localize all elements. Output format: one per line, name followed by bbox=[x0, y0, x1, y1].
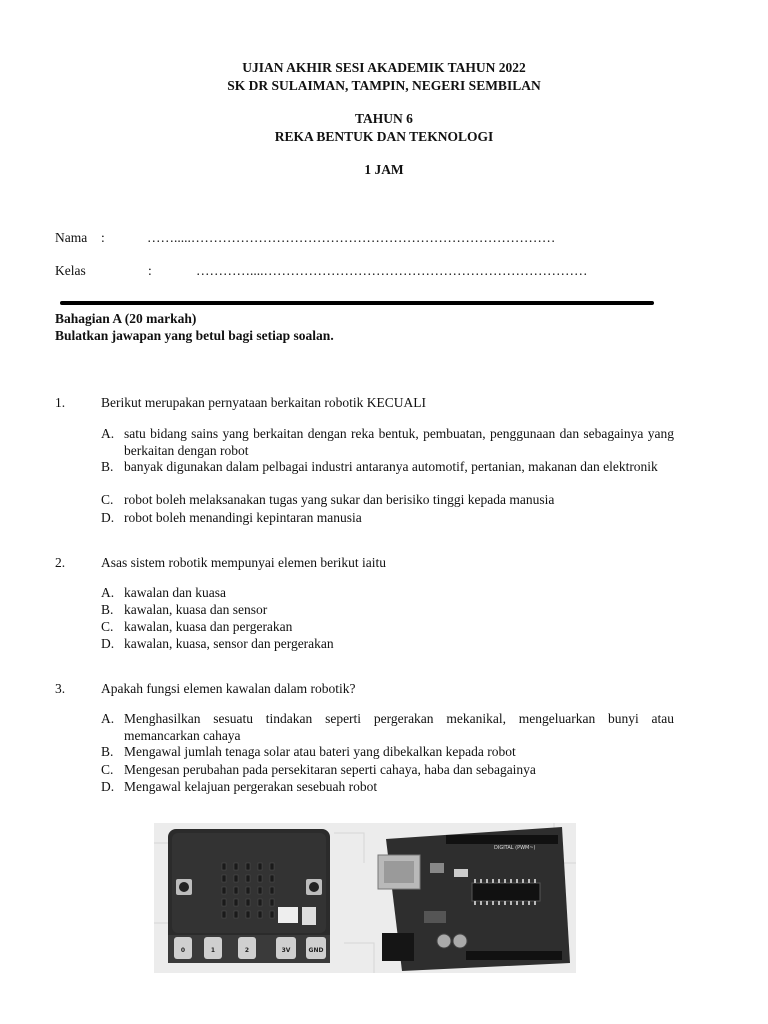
arduino-board-icon bbox=[378, 827, 570, 971]
option-item[interactable] bbox=[101, 492, 674, 509]
option-letter: A. bbox=[101, 711, 115, 726]
option-text: Mengawal jumlah tenaga solar atau bateri yang dibekalkan kepada robot bbox=[124, 744, 516, 759]
year-level: TAHUN 6 bbox=[355, 111, 413, 126]
option-text: kawalan, kuasa, sensor dan pergerakan bbox=[124, 636, 334, 651]
microbit-board-icon bbox=[168, 829, 330, 963]
section-title: Bahagian A (20 markah) bbox=[55, 311, 197, 326]
pin-label: 3V bbox=[281, 947, 291, 954]
option-item[interactable] bbox=[101, 619, 674, 636]
pin-label: GND bbox=[308, 947, 324, 954]
option-text: satu bidang sains yang berkaitan dengan reka bentuk, pembuatan, penggunaan dan sebagainya yang berkaitan dengan robot bbox=[124, 426, 674, 458]
duration: 1 JAM bbox=[364, 162, 404, 177]
question-number: 3. bbox=[55, 681, 66, 696]
option-text: Mengesan perubahan pada persekitaran seperti cahaya, haba dan sebagainya bbox=[124, 762, 536, 777]
option-text: robot boleh melaksanakan tugas yang sukar dan berisiko tinggi kepada manusia bbox=[124, 492, 555, 507]
section-instruction: Bulatkan jawapan yang betul bagi setiap soalan. bbox=[55, 328, 334, 343]
option-item[interactable] bbox=[101, 779, 674, 796]
option-letter: B. bbox=[101, 744, 114, 759]
option-text: kawalan, kuasa dan sensor bbox=[124, 602, 268, 617]
option-text: kawalan dan kuasa bbox=[124, 585, 226, 600]
pin-label: 2 bbox=[244, 947, 250, 954]
option-text: banyak digunakan dalam pelbagai industri antaranya automotif, pertanian, makanan dan elektronik bbox=[124, 459, 658, 474]
pin-label: 0 bbox=[180, 947, 186, 954]
question-text: Asas sistem robotik mempunyai elemen berikut iaitu bbox=[101, 555, 386, 570]
option-text: Menghasilkan sesuatu tindakan seperti pergerakan mekanikal, mengeluarkan bunyi atau memancarkan cahaya bbox=[124, 711, 674, 743]
kelas-field[interactable]: …………....……………………………………………………………… bbox=[196, 263, 588, 278]
option-text: robot boleh menandingi kepintaran manusia bbox=[124, 510, 362, 525]
option-letter: A. bbox=[101, 585, 115, 600]
option-item[interactable] bbox=[101, 459, 674, 476]
school-name: SK DR SULAIMAN, TAMPIN, NEGERI SEMBILAN bbox=[227, 78, 541, 93]
microcontroller-photo bbox=[154, 823, 576, 973]
exam-title: UJIAN AKHIR SESI AKADEMIK TAHUN 2022 bbox=[242, 60, 526, 75]
option-text: Mengawal kelajuan pergerakan sesebuah robot bbox=[124, 779, 378, 794]
option-item[interactable] bbox=[101, 510, 674, 527]
option-letter: D. bbox=[101, 779, 115, 794]
option-item[interactable] bbox=[101, 426, 674, 459]
option-letter: A. bbox=[101, 426, 115, 441]
option-letter: B. bbox=[101, 459, 114, 474]
option-letter: C. bbox=[101, 619, 114, 634]
kelas-colon: : bbox=[148, 263, 152, 278]
option-item[interactable] bbox=[101, 602, 674, 619]
option-letter: C. bbox=[101, 492, 114, 507]
option-letter: D. bbox=[101, 636, 115, 651]
board-label: DIGITAL (PWM~) bbox=[494, 845, 536, 851]
option-letter: B. bbox=[101, 602, 114, 617]
question-number: 2. bbox=[55, 555, 66, 570]
subject-name: REKA BENTUK DAN TEKNOLOGI bbox=[274, 129, 494, 144]
option-item[interactable] bbox=[101, 711, 674, 744]
nama-colon: : bbox=[101, 230, 105, 245]
option-item[interactable] bbox=[101, 762, 674, 779]
nama-label: Nama bbox=[55, 230, 88, 245]
option-letter: C. bbox=[101, 762, 114, 777]
kelas-label: Kelas bbox=[55, 263, 86, 278]
option-item[interactable] bbox=[101, 744, 674, 761]
option-item[interactable] bbox=[101, 585, 674, 602]
pin-label: 1 bbox=[210, 947, 216, 954]
nama-field[interactable]: …….....……………………………………………………………………… bbox=[147, 230, 556, 245]
option-letter: D. bbox=[101, 510, 115, 525]
question-text: Berikut merupakan pernyataan berkaitan robotik KECUALI bbox=[101, 395, 427, 410]
option-text: kawalan, kuasa dan pergerakan bbox=[124, 619, 293, 634]
divider-rule bbox=[60, 301, 654, 305]
option-item[interactable] bbox=[101, 636, 674, 653]
question-text: Apakah fungsi elemen kawalan dalam robotik? bbox=[101, 681, 356, 696]
question-number: 1. bbox=[55, 395, 66, 410]
